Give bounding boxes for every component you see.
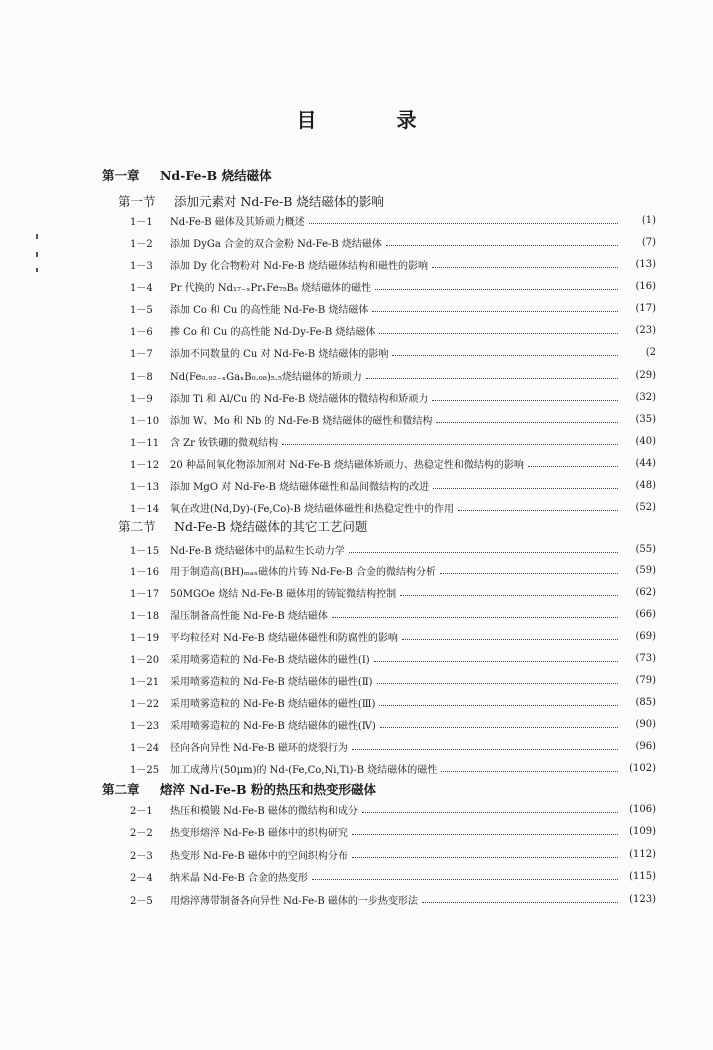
toc-entry[interactable]: [130, 367, 656, 383]
dot-leader: [440, 573, 618, 574]
toc-entry[interactable]: [130, 694, 656, 710]
entry-number: 1－23: [130, 720, 160, 732]
dot-leader: [458, 510, 618, 511]
dot-leader: [366, 378, 618, 379]
entry-title: 纳米晶 Nd-Fe-B 合金的热变形: [170, 873, 308, 885]
section-2-heading: [118, 517, 367, 535]
toc-entry[interactable]: [130, 234, 656, 250]
toc-entry[interactable]: [130, 846, 656, 862]
entry-title: 热变形 Nd-Fe-B 磁体中的空间织构分布: [170, 850, 348, 862]
entry-title: 热变形熔淬 Nd-Fe-B 磁体中的织构研究: [170, 828, 348, 840]
section-title: 添加元素对 Nd-Fe-B 烧结磁体的影响: [174, 194, 384, 209]
toc-entry[interactable]: [130, 411, 656, 427]
entry-page: (7): [641, 236, 656, 248]
entry-number: 1－25: [130, 764, 160, 776]
scan-mark: [36, 234, 38, 239]
entry-number: 2－3: [130, 850, 153, 862]
entry-number: 1－4: [130, 282, 153, 294]
entry-number: 2－5: [130, 895, 153, 907]
entry-title: 热压和模锻 Nd-Fe-B 磁体的微结构和成分: [170, 805, 358, 817]
dot-leader: [432, 267, 618, 268]
entry-title: 用于制造高(BH)ₘₐₓ磁体的片铸 Nd-Fe-B 合金的微结构分析: [170, 567, 437, 579]
entry-page: (32): [635, 391, 656, 403]
toc-entry[interactable]: [130, 891, 656, 907]
entry-page: (13): [635, 258, 656, 270]
toc-entry[interactable]: [130, 672, 656, 688]
entry-number: 1－15: [130, 545, 160, 557]
entry-number: 1－16: [130, 567, 160, 579]
toc-entry[interactable]: [130, 651, 656, 667]
dot-leader: [309, 223, 618, 224]
entry-title: 加工成薄片(50μm)的 Nd-(Fe,Co,Ni,Ti)-B 烧结磁体的磁性: [170, 764, 438, 776]
entry-number: 1－13: [130, 482, 160, 494]
entry-page: (73): [635, 653, 656, 664]
entry-title: 50MGOe 烧结 Nd-Fe-B 磁体用的铸锭微结构控制: [170, 589, 397, 601]
toc-entry[interactable]: [130, 585, 656, 601]
toc-entry[interactable]: [130, 629, 656, 645]
toc-entry[interactable]: [130, 278, 656, 294]
entry-title: 平均粒径对 Nd-Fe-B 烧结磁体磁性和防腐性的影响: [170, 633, 398, 645]
entry-page: (17): [635, 303, 656, 315]
entry-title: 掺 Co 和 Cu 的高性能 Nd-Dy-Fe-B 烧结磁体: [170, 327, 376, 339]
toc-entry[interactable]: [130, 434, 656, 450]
dot-leader: [375, 289, 618, 290]
entry-title: 添加 Dy 化合物粉对 Nd-Fe-B 烧结磁体结构和磁性的影响: [170, 260, 428, 272]
dot-leader: [433, 488, 618, 489]
entry-number: 1－19: [130, 633, 160, 645]
toc-entry[interactable]: [130, 760, 656, 776]
entry-page: (90): [635, 718, 656, 730]
entry-title: 采用喷雾造粒的 Nd-Fe-B 烧结磁体的磁性(Ⅳ): [170, 720, 376, 732]
toc-entry[interactable]: [130, 801, 656, 817]
dot-leader: [380, 727, 618, 728]
dot-leader: [332, 617, 618, 618]
entry-number: 1－2: [130, 238, 153, 250]
toc-entry[interactable]: [130, 478, 656, 494]
entry-page: (40): [635, 436, 656, 447]
entry-page: (62): [635, 587, 656, 599]
toc-entry[interactable]: [130, 563, 656, 579]
chapter-2-heading: [102, 780, 376, 798]
entry-number: 1－10: [130, 415, 160, 427]
entry-number: 1－7: [130, 349, 153, 361]
toc-entry[interactable]: [130, 607, 656, 623]
dot-leader: [352, 749, 618, 750]
entry-number: 2－4: [130, 873, 153, 885]
entry-title: 采用喷雾造粒的 Nd-Fe-B 烧结磁体的磁性(Ⅲ): [170, 698, 376, 710]
chapter-title: 熔淬 Nd-Fe-B 粉的热压和热变形磁体: [160, 782, 376, 797]
entry-page: (35): [635, 413, 656, 425]
toc-entry[interactable]: [130, 323, 656, 339]
entry-title: 采用喷雾造粒的 Nd-Fe-B 烧结磁体的磁性(Ⅱ): [170, 676, 373, 688]
entry-number: 1－3: [130, 260, 153, 272]
dot-leader: [282, 444, 618, 445]
entry-page: (23): [635, 325, 656, 337]
toc-entry[interactable]: [130, 301, 656, 317]
toc-entry[interactable]: [130, 456, 656, 472]
dot-leader: [377, 683, 618, 684]
dot-leader: [362, 812, 618, 813]
section-title: Nd-Fe-B 烧结磁体的其它工艺问题: [174, 519, 368, 534]
entry-title: 氧在改进(Nd,Dy)-(Fe,Co)-B 烧结磁体磁性和热稳定性中的作用: [170, 504, 455, 516]
section-1-heading: [118, 192, 384, 210]
page-title: 目 录: [296, 108, 447, 132]
entry-page: (1): [641, 214, 656, 226]
toc-entry[interactable]: [130, 500, 656, 516]
dot-leader: [392, 355, 618, 356]
entry-page: (102): [629, 762, 656, 774]
entry-title: Nd-Fe-B 磁体及其矫顽力概述: [170, 216, 305, 228]
entry-page: (44): [635, 458, 656, 470]
dot-leader: [528, 466, 618, 467]
entry-number: 1－6: [130, 327, 153, 339]
dot-leader: [312, 879, 618, 880]
dot-leader: [422, 902, 618, 903]
entry-number: 1－24: [130, 742, 160, 754]
dot-leader: [352, 857, 618, 858]
entry-page: (96): [635, 740, 656, 752]
entry-page: (123): [629, 893, 656, 905]
scan-mark: [36, 268, 38, 272]
entry-title: 湿压制备高性能 Nd-Fe-B 烧结磁体: [170, 611, 328, 623]
entry-title: 添加 Co 和 Cu 的高性能 Nd-Fe-B 烧结磁体: [170, 305, 369, 317]
chapter-1-heading: [102, 166, 272, 184]
entry-number: 1－22: [130, 698, 160, 710]
entry-page: (59): [635, 565, 656, 577]
section-label: 第一节: [118, 194, 156, 209]
entry-page: (2: [645, 347, 656, 359]
entry-title: 添加 W、Mo 和 Nb 的 Nd-Fe-B 烧结磁体的磁性和微结构: [170, 415, 433, 427]
scan-mark: [36, 252, 38, 257]
dot-leader: [379, 705, 618, 706]
entry-title: 添加不同数量的 Cu 对 Nd-Fe-B 烧结磁体的影响: [170, 349, 389, 361]
dot-leader: [372, 311, 618, 312]
entry-title: 添加 Ti 和 Al/Cu 的 Nd-Fe-B 烧结磁体的微结构和矫顽力: [170, 393, 429, 405]
entry-page: (112): [629, 848, 656, 860]
dot-leader: [374, 661, 618, 662]
dot-leader: [432, 400, 618, 401]
toc-entry[interactable]: [130, 824, 656, 840]
entry-title: 含 Zr 钕铁硼的微观结构: [170, 438, 279, 449]
dot-leader: [402, 639, 618, 640]
section-label: 第二节: [118, 519, 156, 534]
toc-entry[interactable]: [130, 738, 656, 754]
entry-page: (29): [635, 369, 656, 381]
dot-leader: [441, 771, 618, 772]
entry-title: Nd-Fe-B 烧结磁体中的晶粒生长动力学: [170, 545, 345, 557]
entry-title: Pr 代换的 Nd₁₇₋ₓPrₓFe₇₅B₈ 烧结磁体的磁性: [170, 282, 372, 294]
entry-page: (55): [635, 543, 656, 555]
entry-page: (115): [629, 871, 656, 883]
dot-leader: [379, 333, 618, 334]
entry-page: (69): [635, 631, 656, 643]
entry-page: (52): [635, 502, 656, 514]
toc-entry[interactable]: [130, 541, 656, 557]
entry-number: 1－8: [130, 371, 153, 383]
entry-number: 1－1: [130, 216, 153, 228]
entry-number: 2－1: [130, 805, 153, 817]
entry-title: 用熔淬薄带制备各向异性 Nd-Fe-B 磁体的一步热变形法: [170, 895, 418, 907]
dot-leader: [349, 552, 618, 553]
entry-number: 2－2: [130, 828, 153, 840]
dot-leader: [436, 422, 618, 423]
entry-title: 添加 DyGa 合金的双合金粉 Nd-Fe-B 烧结磁体: [170, 238, 382, 250]
entry-title: 添加 MgO 对 Nd-Fe-B 烧结磁体磁性和晶间微结构的改进: [170, 482, 430, 494]
entry-number: 1－20: [130, 655, 160, 666]
entry-page: (79): [635, 674, 656, 686]
entry-page: (66): [635, 609, 656, 621]
entry-number: 1－21: [130, 676, 160, 688]
toc-entry[interactable]: [130, 256, 656, 272]
entry-page: (16): [635, 280, 656, 292]
toc-entry[interactable]: [130, 869, 656, 885]
toc-entry[interactable]: [130, 716, 656, 732]
entry-number: 1－18: [130, 611, 160, 623]
dot-leader: [400, 595, 618, 596]
toc-entry[interactable]: [130, 212, 656, 228]
entry-page: (85): [635, 696, 656, 708]
chapter-title: Nd-Fe-B 烧结磁体: [160, 168, 272, 183]
dot-leader: [386, 245, 618, 246]
entry-number: 1－11: [130, 438, 160, 449]
chapter-label: 第一章: [102, 168, 140, 183]
entry-title: 采用喷雾造粒的 Nd-Fe-B 烧结磁体的磁性(Ⅰ): [170, 655, 370, 666]
entry-title: 20 种晶间氧化物添加剂对 Nd-Fe-B 烧结磁体矫顽力、热稳定性和微结构的影响: [170, 460, 524, 472]
entry-title: Nd(Fe₀.₉₂₋ₓGaₓB₀.₀₈)₅.₅烧结磁体的矫顽力: [170, 371, 362, 383]
chapter-label: 第二章: [102, 782, 140, 797]
entry-page: (48): [635, 480, 656, 492]
entry-number: 1－9: [130, 393, 153, 405]
entry-page: (106): [629, 803, 656, 815]
dot-leader: [352, 834, 618, 835]
entry-number: 1－14: [130, 504, 160, 516]
entry-number: 1－5: [130, 305, 153, 317]
entry-title: 径向各向异性 Nd-Fe-B 磁环的烧裂行为: [170, 742, 348, 754]
entry-number: 1－12: [130, 460, 160, 472]
toc-entry[interactable]: [130, 389, 656, 405]
toc-entry[interactable]: [130, 345, 656, 361]
entry-page: (109): [629, 826, 656, 838]
entry-number: 1－17: [130, 589, 160, 601]
